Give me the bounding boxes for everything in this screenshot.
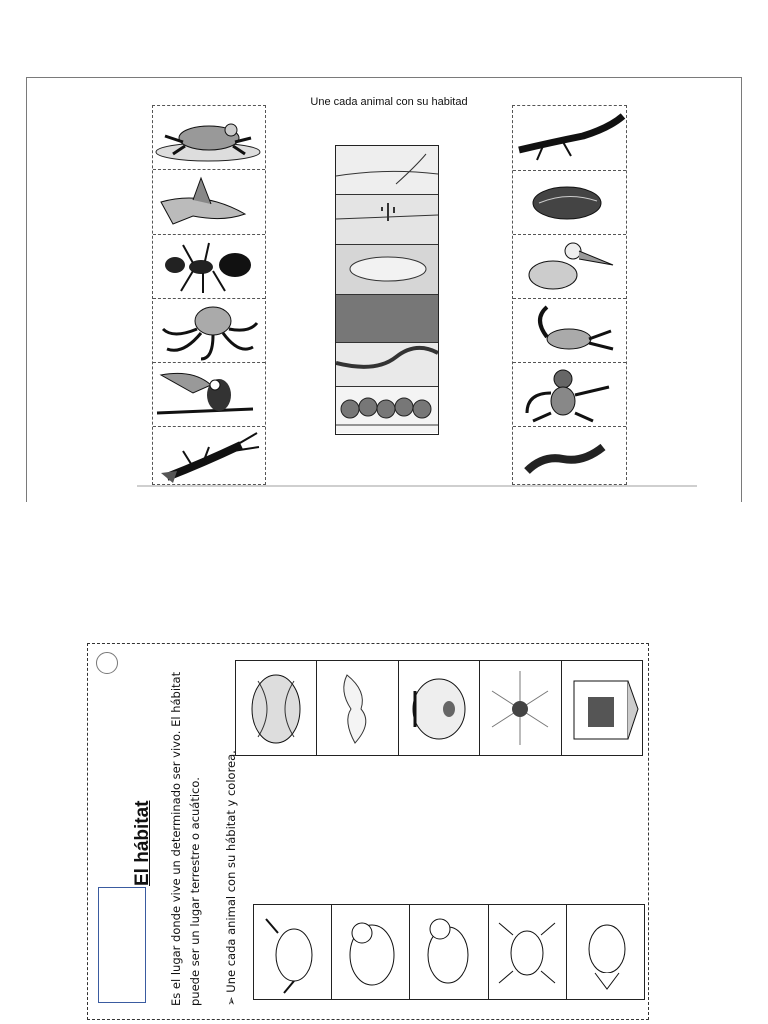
ant-icon[interactable] [153,234,265,298]
iceberg-icon[interactable] [316,661,397,755]
worksheet-top [26,77,742,502]
spiderweb-icon[interactable] [479,661,560,755]
lizard-icon[interactable] [513,106,626,170]
worksheet-title: Une cada animal con su habitad [310,96,468,108]
instruction-text: ➢ Une cada animal con su hábitat y colorea. [224,750,238,1006]
worm-icon[interactable] [513,426,626,486]
habitat-desert-cactus[interactable] [336,194,438,244]
monkey-icon[interactable] [513,362,626,426]
habitat-soil[interactable] [336,294,438,342]
habitat-grid [235,660,643,756]
left-animal-column [152,105,266,485]
fish-icon[interactable] [566,905,644,999]
right-animal-column [512,105,627,485]
nest-icon[interactable] [236,661,316,755]
worksheet-bottom [87,643,649,1020]
habitat-forest[interactable] [336,386,438,433]
fishbowl-icon[interactable] [398,661,479,755]
toucan-icon[interactable] [153,362,265,426]
pelican-icon[interactable] [513,234,626,298]
logo-icon [96,652,118,674]
spider-icon[interactable] [488,905,566,999]
mussel-icon[interactable] [513,170,626,234]
bird-icon[interactable] [254,905,331,999]
description-line-2: puede ser un lugar terrestre o acuático. [188,777,202,1006]
doghouse-icon[interactable] [561,661,642,755]
habitat-desert[interactable] [336,146,438,194]
habitat-strip [335,145,439,435]
frog-icon[interactable] [153,106,265,169]
scorpion-icon[interactable] [513,298,626,362]
worksheet-bottom-edge [137,485,697,487]
animal-grid [253,904,645,1000]
habitat-river[interactable] [336,342,438,386]
dog-icon[interactable] [409,905,487,999]
name-box[interactable] [98,887,146,1003]
worksheet-heading: El hábitat [132,800,153,886]
polar-bear-icon[interactable] [331,905,409,999]
description-line-1: Es el lugar donde vive un determinado ser vivo. El hábitat [169,671,183,1006]
octopus-icon[interactable] [153,298,265,362]
habitat-pond[interactable] [336,244,438,294]
shark-icon[interactable] [153,169,265,234]
lobster-icon[interactable] [153,426,265,486]
